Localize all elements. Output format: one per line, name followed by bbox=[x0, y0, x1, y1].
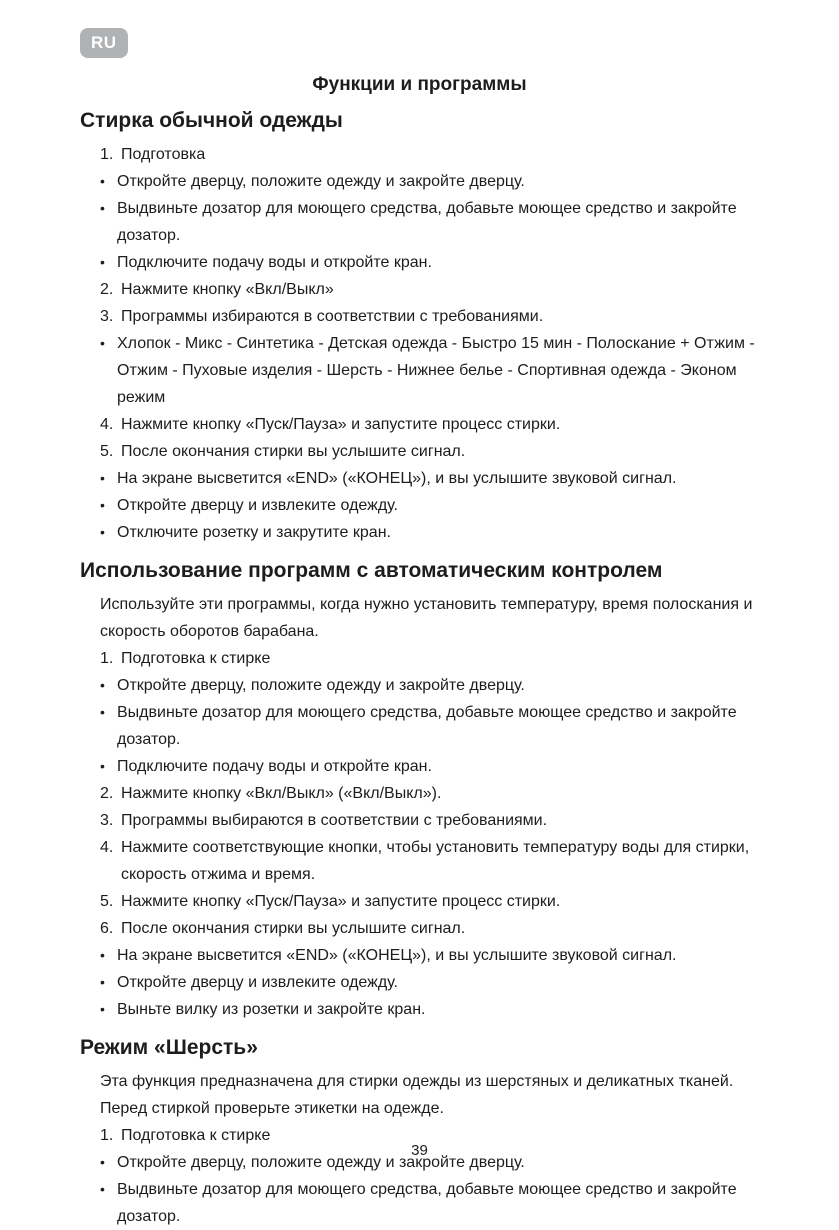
bullet-marker: • bbox=[100, 335, 105, 351]
list-item bbox=[100, 753, 759, 780]
section-heading: Режим «Шерсть» bbox=[80, 1036, 258, 1059]
list-item bbox=[100, 168, 759, 195]
page-number: 39 bbox=[411, 1142, 428, 1159]
number-marker: 5. bbox=[100, 443, 114, 460]
number-marker: 6. bbox=[100, 920, 114, 937]
bullet-marker: • bbox=[100, 200, 105, 216]
item-text: Нажмите кнопку «Пуск/Пауза» и запустите процесс стирки. bbox=[121, 416, 561, 433]
bullet-marker: • bbox=[100, 677, 105, 693]
list-item bbox=[100, 888, 759, 915]
list-item bbox=[100, 1176, 759, 1230]
number-marker: 2. bbox=[100, 281, 114, 298]
sections-container bbox=[80, 109, 759, 1230]
number-marker: 5. bbox=[100, 893, 114, 910]
paragraph bbox=[100, 1068, 759, 1122]
bullet-marker: • bbox=[100, 524, 105, 540]
section-items bbox=[80, 141, 759, 546]
list-item bbox=[100, 942, 759, 969]
list-item bbox=[100, 330, 759, 411]
section-heading: Использование программ с автоматическим контролем bbox=[80, 559, 663, 582]
list-item bbox=[100, 465, 759, 492]
list-item bbox=[100, 645, 759, 672]
item-text: Подготовка к стирке bbox=[121, 650, 271, 667]
section bbox=[80, 109, 759, 546]
item-text: Программы избираются в соответствии с требованиями. bbox=[121, 308, 544, 325]
number-marker: 3. bbox=[100, 812, 114, 829]
list-item bbox=[100, 411, 759, 438]
item-text: Подключите подачу воды и откройте кран. bbox=[117, 758, 432, 775]
list-item bbox=[100, 699, 759, 753]
item-text: Подключите подачу воды и откройте кран. bbox=[117, 254, 432, 271]
item-text: После окончания стирки вы услышите сигнал. bbox=[121, 443, 466, 460]
item-text: Выньте вилку из розетки и закройте кран. bbox=[117, 1001, 426, 1018]
bullet-marker: • bbox=[100, 974, 105, 990]
number-marker: 2. bbox=[100, 785, 114, 802]
list-item bbox=[100, 969, 759, 996]
item-text: Выдвиньте дозатор для моющего средства, добавьте моющее средство и закройте дозатор. bbox=[117, 200, 737, 244]
item-text: Эта функция предназначена для стирки одежды из шерстяных и деликатных тканей. Перед стиркой проверьте этикетки на одежде. bbox=[100, 1073, 734, 1117]
list-item bbox=[100, 492, 759, 519]
bullet-marker: • bbox=[100, 1154, 105, 1170]
item-text: Выдвиньте дозатор для моющего средства, добавьте моющее средство и закройте дозатор. bbox=[117, 704, 737, 748]
item-text: На экране высветится «END» («КОНЕЦ»), и вы услышите звуковой сигнал. bbox=[117, 947, 677, 964]
list-item bbox=[100, 780, 759, 807]
item-text: Откройте дверцу, положите одежду и закройте дверцу. bbox=[117, 677, 525, 694]
item-text: Выдвиньте дозатор для моющего средства, добавьте моющее средство и закройте дозатор. bbox=[117, 1181, 737, 1225]
item-text: После окончания стирки вы услышите сигнал. bbox=[121, 920, 466, 937]
item-text: Подготовка к стирке bbox=[121, 1127, 271, 1144]
list-item bbox=[100, 519, 759, 546]
item-text: Нажмите соответствующие кнопки, чтобы установить температуру воды для стирки, скорость отжима и время. bbox=[121, 839, 750, 883]
number-marker: 1. bbox=[100, 1127, 114, 1144]
bullet-marker: • bbox=[100, 254, 105, 270]
list-item bbox=[100, 303, 759, 330]
item-text: Нажмите кнопку «Пуск/Пауза» и запустите процесс стирки. bbox=[121, 893, 561, 910]
section-items bbox=[80, 591, 759, 1023]
item-text: На экране высветится «END» («КОНЕЦ»), и вы услышите звуковой сигнал. bbox=[117, 470, 677, 487]
list-item bbox=[100, 915, 759, 942]
bullet-marker: • bbox=[100, 497, 105, 513]
list-item bbox=[100, 141, 759, 168]
item-text: Нажмите кнопку «Вкл/Выкл» bbox=[121, 281, 334, 298]
paragraph bbox=[100, 591, 759, 645]
bullet-marker: • bbox=[100, 173, 105, 189]
bullet-marker: • bbox=[100, 704, 105, 720]
bullet-marker: • bbox=[100, 470, 105, 486]
list-item bbox=[100, 834, 759, 888]
number-marker: 1. bbox=[100, 146, 114, 163]
page-title: Функции и программы bbox=[312, 74, 527, 95]
item-text: Нажмите кнопку «Вкл/Выкл» («Вкл/Выкл»). bbox=[121, 785, 442, 802]
list-item bbox=[100, 996, 759, 1023]
item-text: Откройте дверцу, положите одежду и закройте дверцу. bbox=[117, 173, 525, 190]
number-marker: 1. bbox=[100, 650, 114, 667]
section-heading: Стирка обычной одежды bbox=[80, 109, 343, 132]
bullet-marker: • bbox=[100, 947, 105, 963]
section bbox=[80, 559, 759, 1023]
item-text: Хлопок - Микс - Синтетика - Детская одежда - Быстро 15 мин - Полоскание + Отжим - Отжим - Пуховые изделия - Шерсть - Нижнее белье - Спортивная одежда - Эконом режим bbox=[117, 335, 755, 406]
item-text: Программы выбираются в соответствии с требованиями. bbox=[121, 812, 548, 829]
item-text: Используйте эти программы, когда нужно установить температуру, время полоскания и скорость оборотов барабана. bbox=[100, 596, 753, 640]
bullet-marker: • bbox=[100, 758, 105, 774]
list-item bbox=[100, 249, 759, 276]
number-marker: 4. bbox=[100, 839, 114, 856]
section bbox=[80, 1036, 759, 1230]
number-marker: 4. bbox=[100, 416, 114, 433]
number-marker: 3. bbox=[100, 308, 114, 325]
list-item bbox=[100, 438, 759, 465]
item-text: Отключите розетку и закрутите кран. bbox=[117, 524, 391, 541]
bullet-marker: • bbox=[100, 1181, 105, 1197]
language-badge: RU bbox=[80, 28, 128, 58]
list-item bbox=[100, 276, 759, 303]
list-item bbox=[100, 672, 759, 699]
item-text: Подготовка bbox=[121, 146, 206, 163]
list-item bbox=[100, 195, 759, 249]
bullet-marker: • bbox=[100, 1001, 105, 1017]
item-text: Откройте дверцу, положите одежду и закройте дверцу. bbox=[117, 1154, 525, 1171]
item-text: Откройте дверцу и извлеките одежду. bbox=[117, 974, 398, 991]
item-text: Откройте дверцу и извлеките одежду. bbox=[117, 497, 398, 514]
list-item bbox=[100, 807, 759, 834]
